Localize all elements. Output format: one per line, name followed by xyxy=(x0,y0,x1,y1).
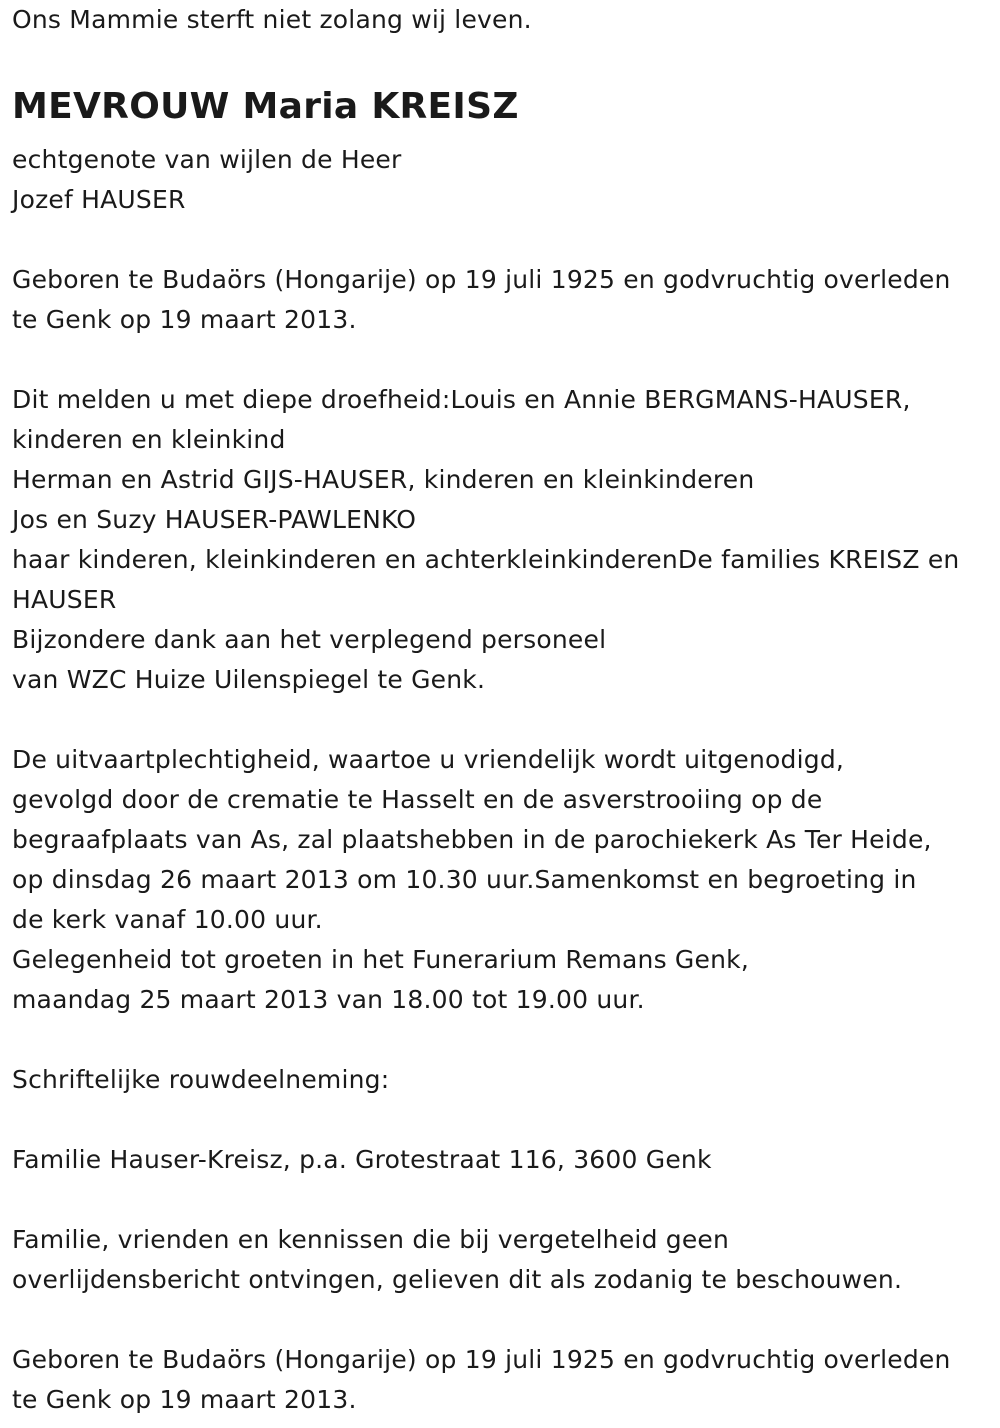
mourners-line: Jos en Suzy HAUSER-PAWLENKO xyxy=(12,505,417,534)
mourners-line: Dit melden u met diepe droefheid:Louis en Annie BERGMANS-HAUSER, xyxy=(12,385,911,414)
notice-line-2: overlijdensbericht ontvingen, gelieven dit als zodanig te beschouwen. xyxy=(12,1265,903,1294)
spacer xyxy=(12,1180,997,1220)
mourners-line: HAUSER xyxy=(12,585,117,614)
spacer xyxy=(12,1300,997,1340)
deceased-name: MEVROUW Maria KREISZ xyxy=(12,86,519,127)
notice-line-1: Familie, vrienden en kennissen die bij vergetelheid geen xyxy=(12,1225,730,1254)
obituary-document xyxy=(12,0,997,1420)
ceremony-line: De uitvaartplechtigheid, waartoe u vriendelijk wordt uitgenodigd, xyxy=(12,745,845,774)
spacer xyxy=(12,1100,997,1140)
birth-death-top-line-2: te Genk op 19 maart 2013. xyxy=(12,305,357,334)
spacer xyxy=(12,1020,997,1060)
birth-death-bottom-line-2: te Genk op 19 maart 2013. xyxy=(12,1385,357,1414)
motto: Ons Mammie sterft niet zolang wij leven. xyxy=(12,5,532,34)
ceremony-line: maandag 25 maart 2013 van 18.00 tot 19.00 uur. xyxy=(12,985,645,1014)
ceremony-line: Gelegenheid tot groeten in het Funerarium Remans Genk, xyxy=(12,945,749,974)
spouse-line-2: Jozef HAUSER xyxy=(12,185,186,214)
mourners-line: Bijzondere dank aan het verplegend personeel xyxy=(12,625,607,654)
mourners-line: van WZC Huize Uilenspiegel te Genk. xyxy=(12,665,486,694)
spacer xyxy=(12,340,997,380)
birth-death-top-line-1: Geboren te Budaörs (Hongarije) op 19 juli 1925 en godvruchtig overleden xyxy=(12,265,951,294)
mourners-line: kinderen en kleinkind xyxy=(12,425,286,454)
mourners-line: haar kinderen, kleinkinderen en achterkleinkinderenDe families KREISZ en xyxy=(12,545,960,574)
mourners-line: Herman en Astrid GIJS-HAUSER, kinderen en kleinkinderen xyxy=(12,465,755,494)
ceremony-line: de kerk vanaf 10.00 uur. xyxy=(12,905,323,934)
ceremony-line: gevolgd door de crematie te Hasselt en de asverstrooiing op de xyxy=(12,785,823,814)
spacer xyxy=(12,700,997,740)
birth-death-bottom-line-1: Geboren te Budaörs (Hongarije) op 19 juli 1925 en godvruchtig overleden xyxy=(12,1345,951,1374)
ceremony-line: begraafplaats van As, zal plaatshebben in de parochiekerk As Ter Heide, xyxy=(12,825,932,854)
condolence-label: Schriftelijke rouwdeelneming: xyxy=(12,1065,390,1094)
condolence-address: Familie Hauser-Kreisz, p.a. Grotestraat 116, 3600 Genk xyxy=(12,1145,712,1174)
spacer xyxy=(12,220,997,260)
ceremony-line: op dinsdag 26 maart 2013 om 10.30 uur.Samenkomst en begroeting in xyxy=(12,865,917,894)
spouse-line-1: echtgenote van wijlen de Heer xyxy=(12,145,402,174)
